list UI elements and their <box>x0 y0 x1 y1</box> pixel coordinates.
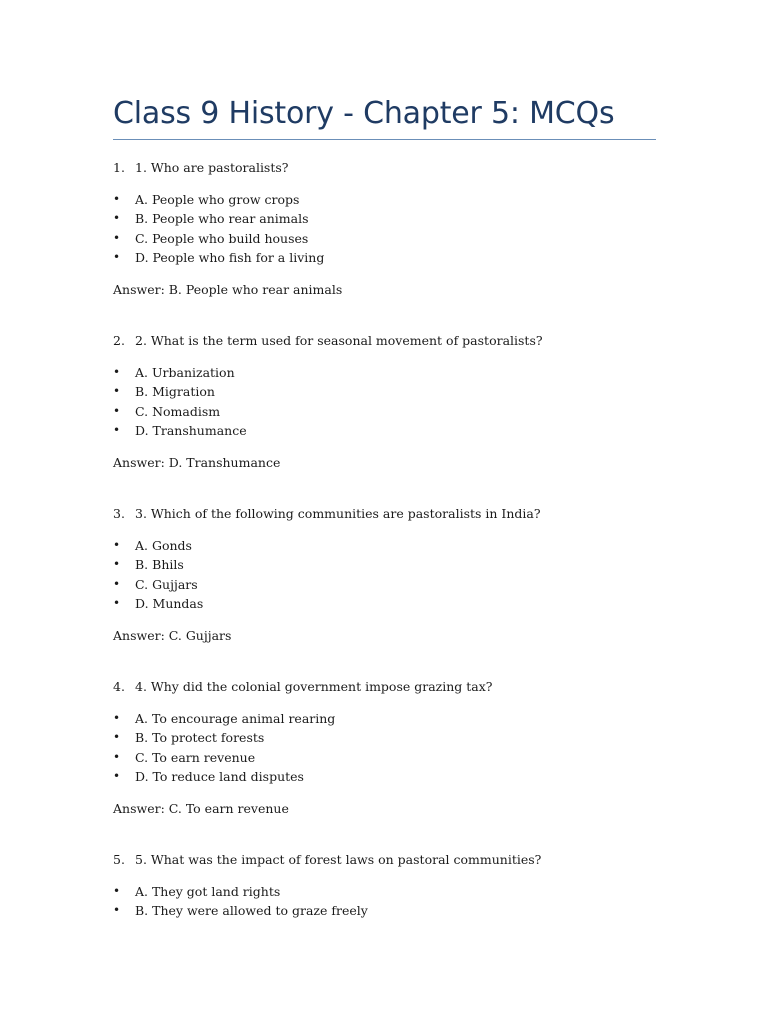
bullet-icon: • <box>113 365 121 379</box>
question-text: 3. Which of the following communities are pastoralists in India? <box>135 506 541 521</box>
question-item <box>113 677 656 850</box>
option-item <box>113 575 656 594</box>
bullet-icon: • <box>113 403 121 418</box>
option-list <box>113 536 656 613</box>
option-item <box>113 421 656 440</box>
option-text: B. Migration <box>135 384 215 400</box>
bullet-icon: • <box>113 384 121 399</box>
option-item <box>113 382 656 401</box>
option-item <box>113 209 656 228</box>
option-text: B. People who rear animals <box>135 211 309 227</box>
question-text: 4. Why did the colonial government impose grazing tax? <box>135 679 493 694</box>
bullet-icon: • <box>113 538 121 552</box>
bullet-icon: • <box>113 884 121 898</box>
answer-text: D. Transhumance <box>168 455 281 471</box>
option-list <box>113 363 656 440</box>
option-item <box>113 248 656 267</box>
question-item <box>113 850 656 1023</box>
option-text: B. Bhils <box>135 557 184 573</box>
option-item <box>113 190 656 209</box>
question-line <box>113 158 656 178</box>
option-text: C. People who build houses <box>135 230 309 246</box>
option-text: A. To encourage animal rearing <box>135 711 336 726</box>
bullet-icon: • <box>113 730 121 745</box>
question-line <box>113 504 656 524</box>
answer-line <box>113 626 656 646</box>
bullet-icon: • <box>113 557 121 572</box>
option-item <box>113 363 656 382</box>
question-text: 5. What was the impact of forest laws on pastoral communities? <box>135 852 542 867</box>
option-list <box>113 190 656 267</box>
option-text: D. People who fish for a living <box>135 249 325 265</box>
option-text: A. They got land rights <box>135 884 281 899</box>
bullet-icon: • <box>113 576 121 591</box>
bullet-icon: • <box>113 192 121 206</box>
question-line <box>113 677 656 697</box>
answer-label: Answer: <box>113 455 169 471</box>
option-item <box>113 229 656 248</box>
bullet-icon: • <box>113 249 121 264</box>
answer-label: Answer: <box>113 801 169 817</box>
option-text: D. To reduce land disputes <box>135 768 304 784</box>
question-item <box>113 158 656 331</box>
question-text: 2. What is the term used for seasonal movement of pastoralists? <box>135 333 543 348</box>
bullet-icon: • <box>113 711 121 725</box>
option-item <box>113 402 656 421</box>
option-text: C. To earn revenue <box>135 749 256 765</box>
option-text: A. People who grow crops <box>135 192 300 207</box>
answer-text: B. People who rear animals <box>168 282 343 298</box>
option-item <box>113 748 656 767</box>
page-title: Class 9 History - Chapter 5: MCQs <box>113 96 615 131</box>
option-text: B. To protect forests <box>135 730 265 746</box>
question-line <box>113 850 656 870</box>
option-text: B. They were allowed to graze freely <box>135 903 368 919</box>
option-item <box>113 555 656 574</box>
question-text: 1. Who are pastoralists? <box>135 160 289 175</box>
question-item <box>113 331 656 504</box>
bullet-icon: • <box>113 422 121 437</box>
bullet-icon: • <box>113 749 121 764</box>
option-text: C. Nomadism <box>135 403 221 419</box>
bullet-icon: • <box>113 230 121 245</box>
answer-label: Answer: <box>113 282 169 298</box>
answer-line <box>113 280 656 300</box>
answer-line <box>113 799 656 819</box>
option-text: D. Transhumance <box>135 422 247 438</box>
option-item <box>113 728 656 747</box>
answer-line <box>113 453 656 473</box>
bullet-icon: • <box>113 211 121 226</box>
answer-text: C. To earn revenue <box>168 801 289 817</box>
answer-label: Answer: <box>113 628 169 644</box>
question-line <box>113 331 656 351</box>
option-list <box>113 882 656 921</box>
answer-text: C. Gujjars <box>168 628 232 644</box>
option-item <box>113 594 656 613</box>
option-text: D. Mundas <box>135 595 204 611</box>
bullet-icon: • <box>113 903 121 918</box>
option-item <box>113 901 656 920</box>
option-list <box>113 709 656 786</box>
title-divider <box>113 139 656 140</box>
question-number: 1. <box>113 160 125 175</box>
question-number: 3. <box>113 506 125 521</box>
option-text: C. Gujjars <box>135 576 198 592</box>
bullet-icon: • <box>113 768 121 783</box>
bullet-icon: • <box>113 595 121 610</box>
question-number: 4. <box>113 679 125 694</box>
option-item <box>113 767 656 786</box>
option-item <box>113 882 656 901</box>
question-item <box>113 504 656 677</box>
question-number: 2. <box>113 333 125 348</box>
option-text: A. Gonds <box>135 538 192 553</box>
option-item <box>113 536 656 555</box>
question-number: 5. <box>113 852 125 867</box>
question-list <box>113 158 656 1023</box>
option-item <box>113 709 656 728</box>
option-text: A. Urbanization <box>135 365 235 380</box>
